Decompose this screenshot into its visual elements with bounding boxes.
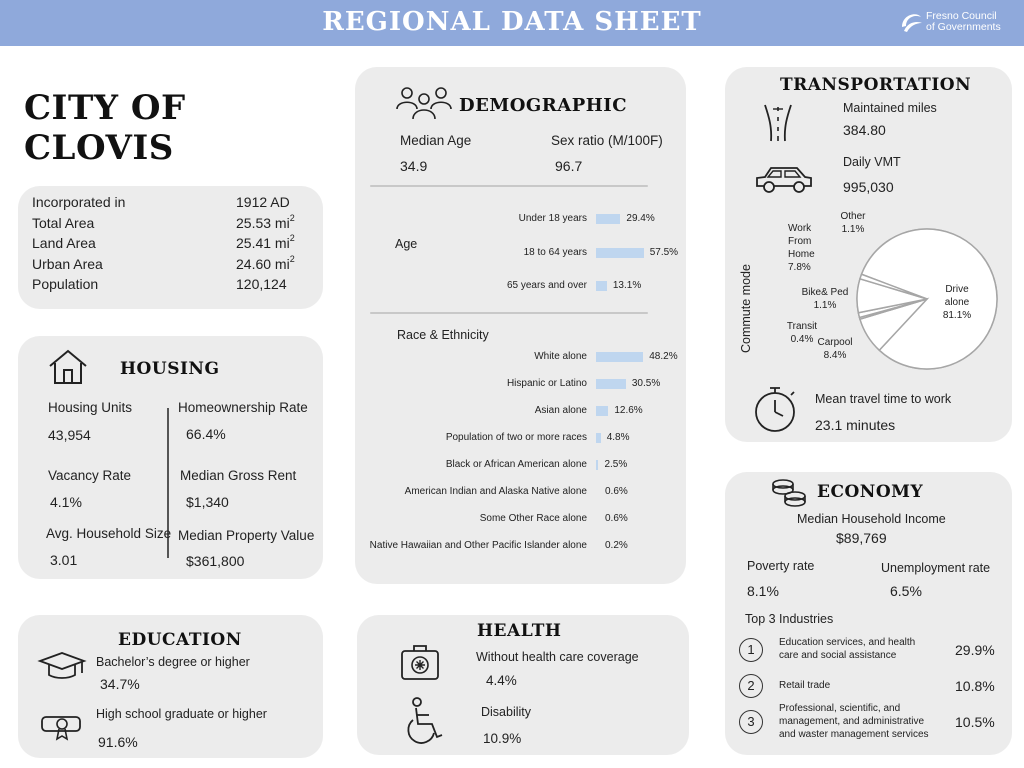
pie-slice-value: 7.8% xyxy=(788,262,811,273)
household-size-value: 3.01 xyxy=(50,552,78,568)
bar-value: 13.1% xyxy=(612,280,642,291)
fact-label: Incorporated in xyxy=(32,194,126,210)
age-label: Age xyxy=(395,237,418,251)
bachelor-label: Bachelor’s degree or higher xyxy=(96,655,250,669)
property-value-value: $361,800 xyxy=(186,553,245,569)
fact-label: Population xyxy=(32,276,99,292)
city-title xyxy=(24,88,186,168)
high-school-label: High school graduate or higher xyxy=(96,707,267,721)
industry-name: Education services, and health xyxy=(779,637,916,648)
bar-label: Black or African American alone xyxy=(445,459,587,470)
vacancy-value: 4.1% xyxy=(50,494,82,510)
fact-label: Total Area xyxy=(32,214,95,231)
industries-label: Top 3 Industries xyxy=(745,612,834,626)
bar-value: 12.6% xyxy=(614,405,643,416)
industry-name: Retail trade xyxy=(779,679,831,691)
header-banner xyxy=(0,0,1024,46)
pie-slice-label: Carpool 8.4% xyxy=(817,337,853,361)
daily-vmt-value: 995,030 xyxy=(843,179,894,195)
fact-value-text: 25.41 mi xyxy=(236,235,290,251)
industry-name: management, and administrative xyxy=(779,715,925,727)
bar xyxy=(596,248,644,258)
bar-value: 2.5% xyxy=(604,459,628,470)
fact-value-sup: 2 xyxy=(289,233,295,243)
logo-line2: of Governments xyxy=(926,21,1001,33)
logo-swirl-icon xyxy=(898,9,924,35)
bar-label: White alone xyxy=(534,351,587,362)
commute-pie-chart xyxy=(725,211,1012,367)
household-size-label: Avg. Household Size xyxy=(46,526,172,541)
diploma-icon xyxy=(38,711,86,741)
unemployment-value: 6.5% xyxy=(890,583,922,599)
bar xyxy=(596,460,598,470)
median-age-value: 34.9 xyxy=(400,158,428,174)
people-group-icon xyxy=(395,85,453,121)
income-label: Median Household Income xyxy=(797,512,946,526)
housing-title: HOUSING xyxy=(120,359,220,379)
wheelchair-icon xyxy=(405,697,449,745)
poverty-label: Poverty rate xyxy=(747,559,815,573)
bar-value: 4.8% xyxy=(606,432,630,443)
pie-slice-value: 1.1% xyxy=(813,300,837,311)
fact-value-sup: 2 xyxy=(289,253,295,264)
housing-units-label: Housing Units xyxy=(48,400,133,415)
fact-value xyxy=(236,194,290,210)
bar-label: Population of two or more races xyxy=(445,432,587,443)
economy-title: ECONOMY xyxy=(817,482,924,502)
fact-value xyxy=(236,253,295,272)
sex-ratio-value: 96.7 xyxy=(555,158,583,174)
bar xyxy=(596,214,620,224)
uninsured-label: Without health care coverage xyxy=(476,650,639,664)
demographic-card xyxy=(355,67,686,584)
uninsured-value: 4.4% xyxy=(486,673,517,688)
bar xyxy=(596,379,626,389)
maintained-miles-label: Maintained miles xyxy=(843,101,937,115)
city-title-line1: CITY OF xyxy=(24,88,186,128)
sex-ratio-label: Sex ratio (M/100F) xyxy=(551,133,663,148)
disability-label: Disability xyxy=(481,705,532,719)
housing-units-value: 43,954 xyxy=(48,427,91,443)
health-title: HEALTH xyxy=(477,621,562,641)
vacancy-label: Vacancy Rate xyxy=(48,468,132,483)
fact-label: Urban Area xyxy=(32,255,103,272)
industry-share: 10.8% xyxy=(955,678,995,694)
logo-line1: Fresno Council xyxy=(926,10,997,22)
property-value-label: Median Property Value xyxy=(178,528,315,543)
median-age-label: Median Age xyxy=(400,133,472,148)
bar xyxy=(596,433,601,443)
bar-label: Hispanic or Latino xyxy=(506,378,587,389)
industry-name: care and social assistance xyxy=(779,650,897,661)
industry-rank-badge: 1 xyxy=(739,638,763,662)
disability-value: 10.9% xyxy=(483,731,522,746)
bar-label: Asian alone xyxy=(534,405,587,416)
travel-time-value: 23.1 minutes xyxy=(815,417,896,433)
bar-value: 48.2% xyxy=(649,351,678,362)
stopwatch-icon xyxy=(752,385,798,433)
bachelor-value: 34.7% xyxy=(100,676,140,692)
bar-label: Under 18 years xyxy=(518,213,587,224)
industry-rank-badge: 3 xyxy=(739,710,763,734)
travel-time-label: Mean travel time to work xyxy=(815,392,952,406)
fact-label: Land Area xyxy=(32,235,96,251)
bar-label: Some Other Race alone xyxy=(479,513,587,524)
demographic-title: DEMOGRAPHIC xyxy=(459,95,628,116)
bar-value: 0.6% xyxy=(605,513,628,524)
daily-vmt-label: Daily VMT xyxy=(843,155,901,169)
industry-name: Professional, scientific, and xyxy=(779,702,901,714)
fact-value xyxy=(236,235,295,251)
industry-share: 10.5% xyxy=(955,714,995,730)
education-card xyxy=(18,615,323,758)
health-card xyxy=(357,615,689,755)
homeownership-label: Homeownership Rate xyxy=(178,400,308,415)
demographic-divider-1 xyxy=(370,185,648,187)
first-aid-kit-icon xyxy=(400,643,440,683)
bar-label: 65 years and over xyxy=(506,280,587,291)
coins-icon xyxy=(769,478,809,508)
bar-value: 0.6% xyxy=(605,486,628,497)
homeownership-value: 66.4% xyxy=(186,426,226,442)
industry-name: and waster management services xyxy=(779,728,929,740)
high-school-value: 91.6% xyxy=(98,734,138,750)
maintained-miles-value: 384.80 xyxy=(843,122,886,138)
fact-value xyxy=(236,212,295,231)
commute-axis-label: Commute mode xyxy=(739,264,753,353)
pie-slice-label: Other 1.1% xyxy=(840,211,866,235)
pie-slice-label: Drive alone 81.1% xyxy=(942,284,972,321)
rent-value: $1,340 xyxy=(186,494,229,510)
fact-value-text: 25.53 mi xyxy=(236,214,290,231)
industry-share: 29.9% xyxy=(955,642,995,658)
demographic-divider-2 xyxy=(370,312,648,314)
road-icon xyxy=(759,103,797,143)
pie-slice-value: 81.1% xyxy=(942,310,972,321)
fact-value-text: 1912 AD xyxy=(236,194,290,210)
pie-slice-label: Bike& Ped 1.1% xyxy=(801,287,849,311)
economy-card xyxy=(725,472,1012,755)
fact-value xyxy=(236,276,287,292)
bar-label: American Indian and Alaska Native alone xyxy=(404,486,587,497)
pie-slice-label: Transit 0.4% xyxy=(786,321,818,345)
rent-label: Median Gross Rent xyxy=(180,468,297,483)
transportation-card xyxy=(725,67,1012,442)
fact-value-text: 120,124 xyxy=(236,276,287,292)
unemployment-label: Unemployment rate xyxy=(881,561,991,575)
facts-card xyxy=(18,186,323,309)
bar-value: 0.2% xyxy=(605,540,628,551)
page-title: REGIONAL DATA SHEET xyxy=(322,7,702,37)
bar-value: 30.5% xyxy=(631,378,661,389)
house-icon xyxy=(46,348,90,386)
fact-value-text: 24.60 mi xyxy=(236,255,290,272)
bar-value: 29.4% xyxy=(626,213,655,224)
car-icon xyxy=(753,164,815,196)
housing-card xyxy=(18,336,323,579)
education-title: EDUCATION xyxy=(118,630,242,650)
bar xyxy=(596,406,608,416)
bar-value: 57.5% xyxy=(649,246,679,258)
bar-label: 18 to 64 years xyxy=(523,246,587,258)
transportation-title: TRANSPORTATION xyxy=(780,75,972,95)
pie-slice-value: 0.4% xyxy=(790,334,814,345)
fact-value-sup: 2 xyxy=(289,212,295,223)
bar xyxy=(596,352,643,362)
pie-slice-label: Work From Home 7.8% xyxy=(788,223,815,273)
pie-slice-value: 8.4% xyxy=(823,350,847,361)
race-label: Race & Ethnicity xyxy=(397,328,489,342)
bar-label: Native Hawaiian and Other Pacific Islander alone xyxy=(369,540,587,551)
poverty-value: 8.1% xyxy=(747,583,779,599)
pie-slice-value: 1.1% xyxy=(841,224,865,235)
industry-rank-badge: 2 xyxy=(739,674,763,698)
income-value: $89,769 xyxy=(836,530,887,546)
graduation-cap-icon xyxy=(38,651,86,681)
bar xyxy=(596,281,607,291)
logo xyxy=(898,9,1018,37)
city-title-line2: CLOVIS xyxy=(24,128,174,168)
